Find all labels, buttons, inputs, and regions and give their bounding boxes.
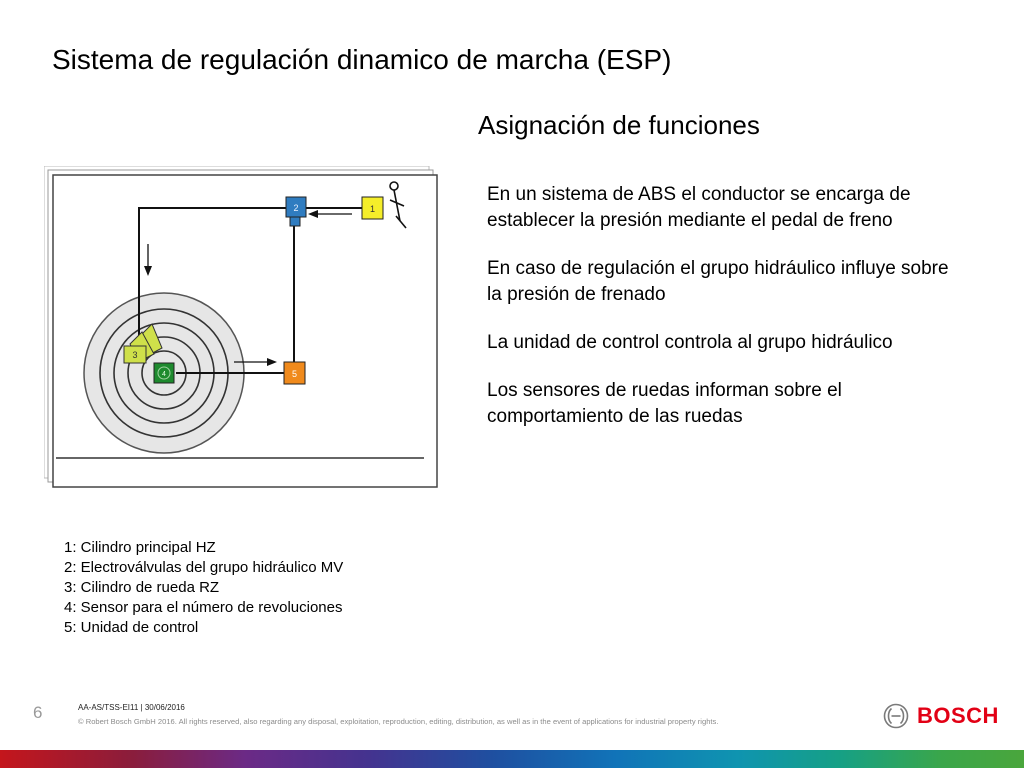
control-unit-label: 5: [291, 369, 298, 379]
bullet-control-unit: La unidad de control controla al grupo hidráulico: [487, 332, 893, 353]
brand-color-bar: [0, 750, 1024, 768]
slide-subtitle: Asignación de funciones: [478, 110, 760, 140]
bosch-brand: [883, 702, 999, 730]
brand-name: BOSCH: [917, 703, 999, 728]
wheel-cylinder-label: 3: [132, 350, 138, 360]
solenoid-valve-stem: [290, 217, 300, 226]
legend-item-5: 5: Unidad de control: [64, 619, 199, 636]
bullet-abs-driver: En un sistema de ABS el conductor se encarga de establecer la presión mediante el pedal de freno: [487, 184, 911, 231]
document-code: AA-AS/TSS-EI11 | 30/06/2016: [78, 703, 185, 712]
esp-diagram: [44, 166, 444, 496]
solenoid-valves-label: 2: [293, 203, 299, 213]
legend-item-1: 1: Cilindro principal HZ: [64, 539, 216, 556]
copyright-notice: © Robert Bosch GmbH 2016. All rights reserved, also regarding any disposal, exploitation, reproduction, editing, distribution, as well as in the event of applications for industrial property rights.: [78, 717, 719, 726]
legend-item-2: 2: Electroválvulas del grupo hidráulico MV: [64, 559, 344, 576]
speed-sensor-label: 4: [162, 371, 166, 378]
slide-title: Sistema de regulación dinamico de marcha (ESP): [52, 44, 672, 75]
legend-item-4: 4: Sensor para el número de revoluciones: [64, 599, 343, 616]
legend-item-3: 3: Cilindro de rueda RZ: [64, 579, 220, 596]
bullet-hydraulic-group: En caso de regulación el grupo hidráulico influye sobre la presión de frenado: [487, 258, 949, 305]
page-number: 6: [33, 703, 43, 722]
bosch-armature-logo-icon: [883, 703, 909, 729]
component-legend: [64, 538, 343, 638]
function-list: [487, 182, 957, 452]
bullet-wheel-sensors: Los sensores de ruedas informan sobre el comportamiento de las ruedas: [487, 380, 842, 427]
master-cylinder-label: 1: [369, 204, 376, 214]
